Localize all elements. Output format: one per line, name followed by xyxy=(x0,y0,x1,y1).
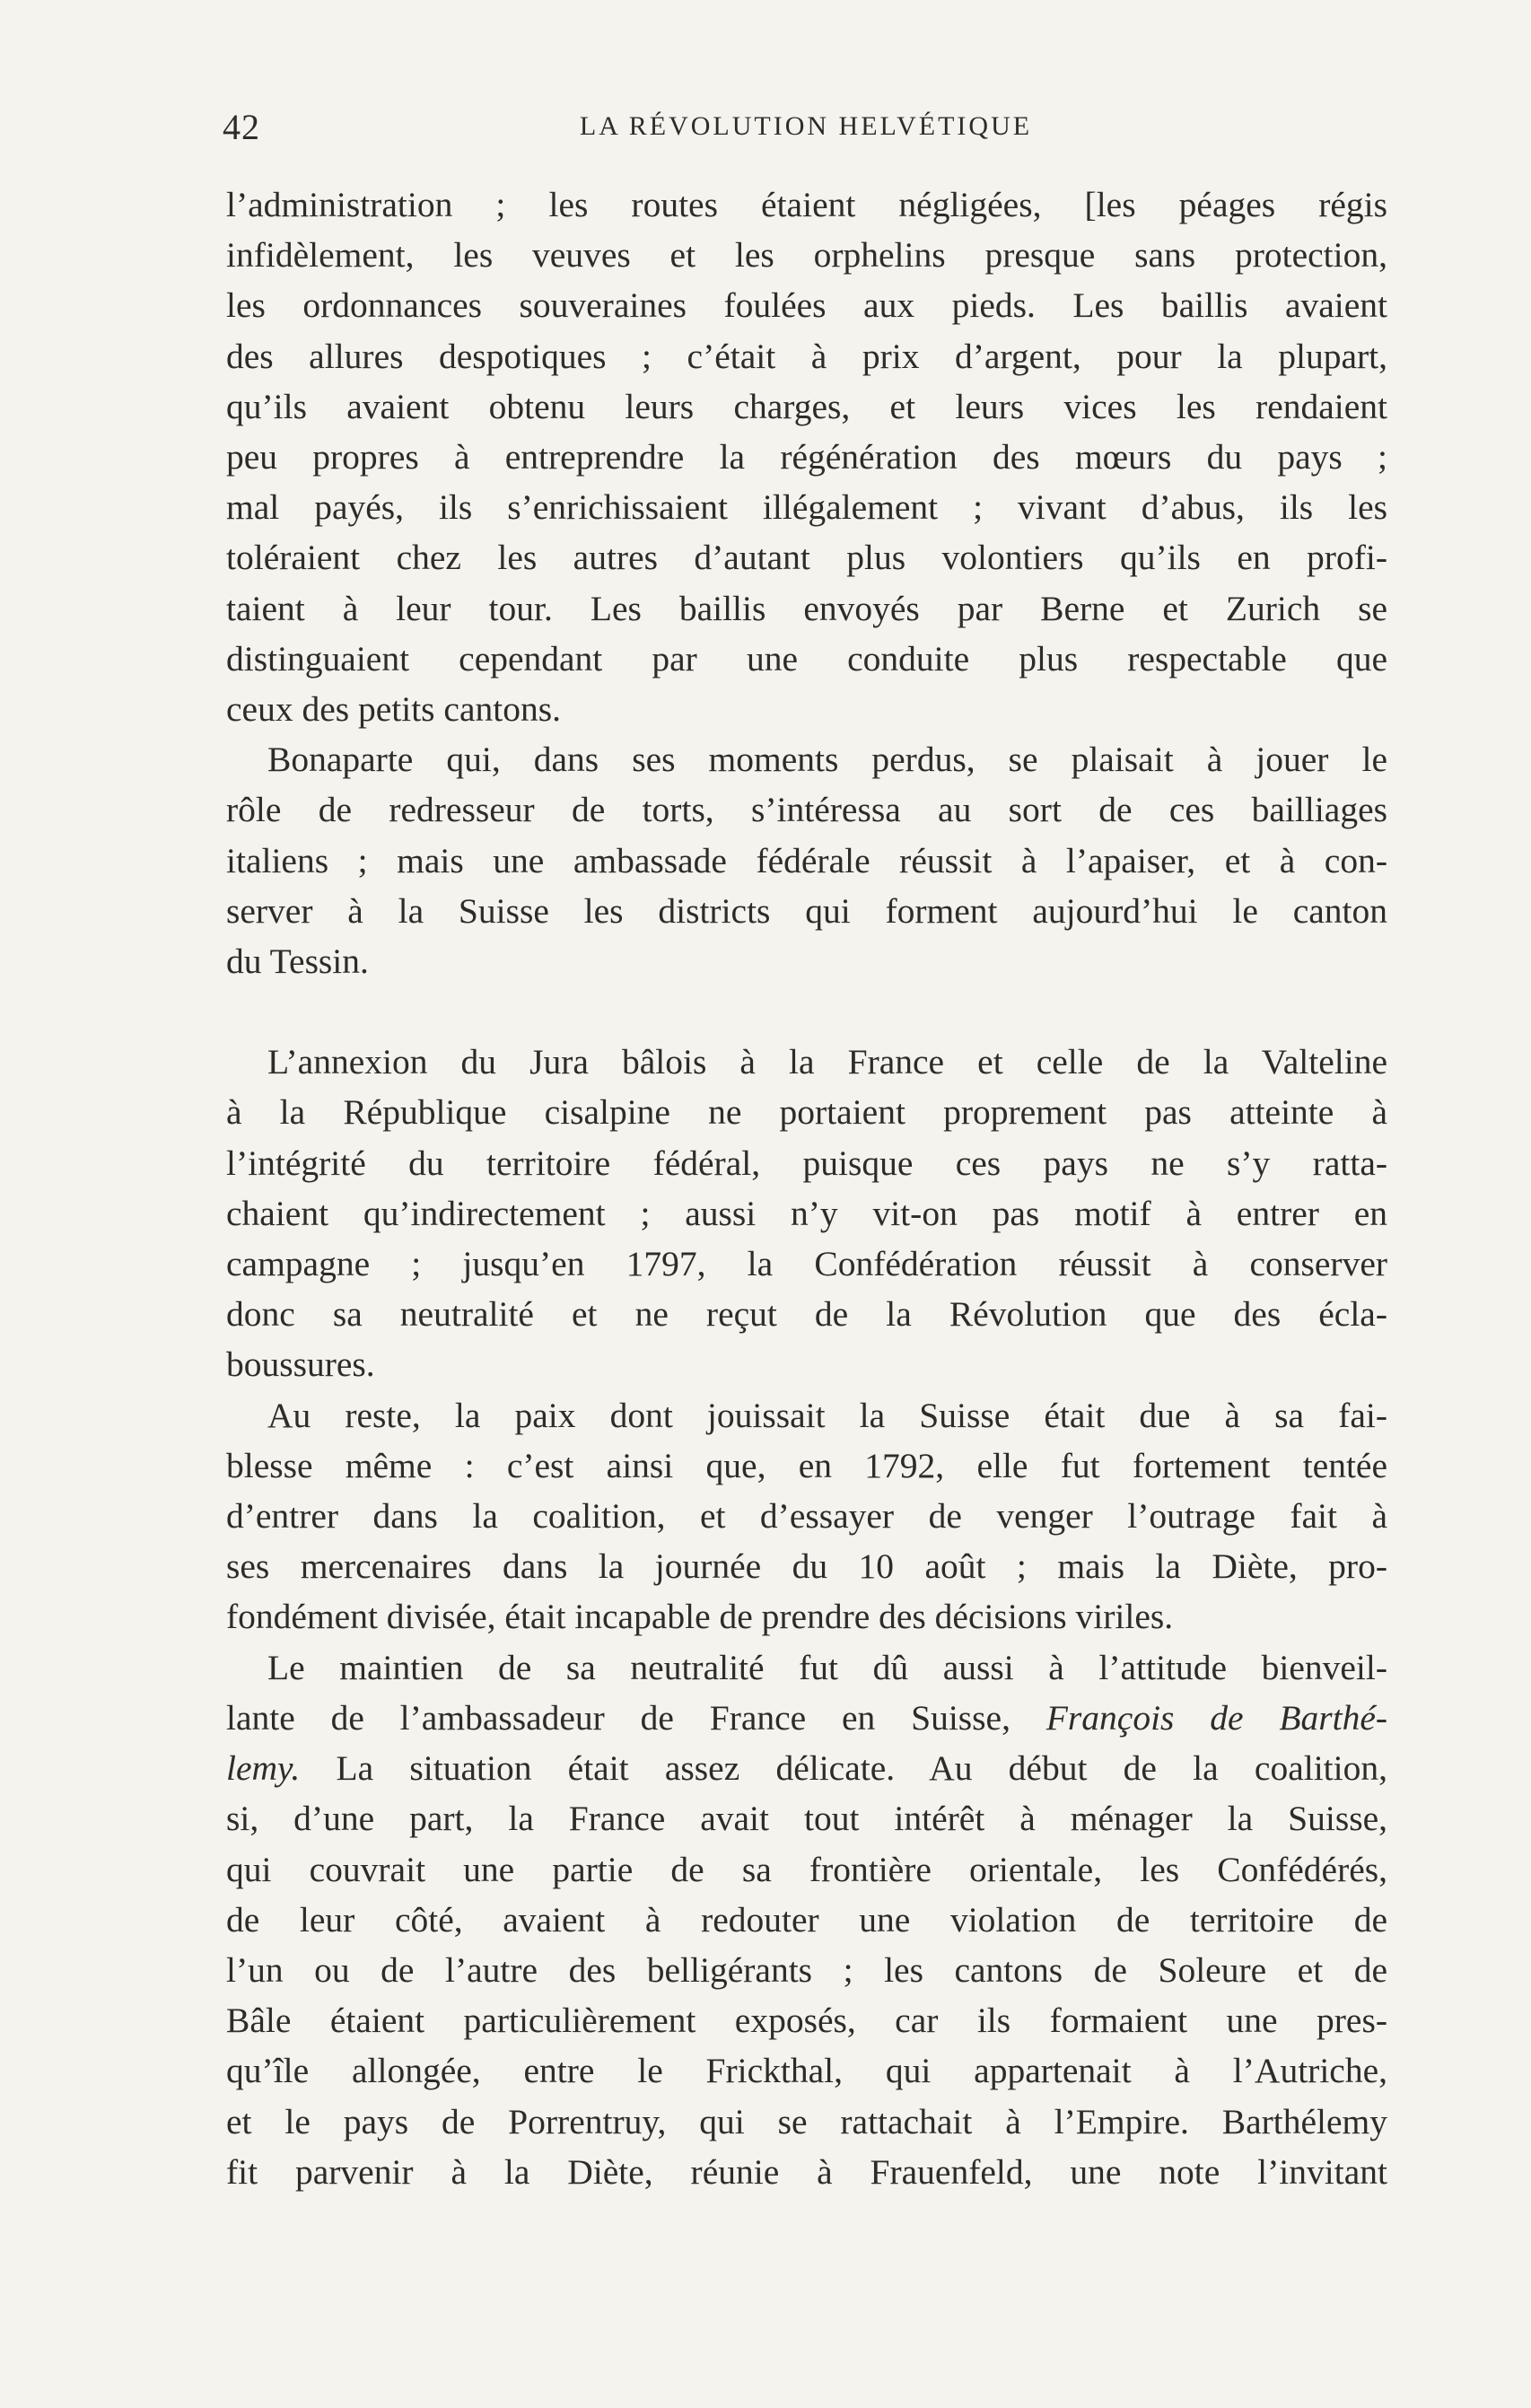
paragraph-2 xyxy=(226,734,1387,986)
page-number: 42 xyxy=(223,107,260,147)
text-line: blesse même : c’est ainsi que, en 1792, elle fut fortement tentée xyxy=(226,1445,1387,1485)
text-line: à la République cisalpine ne portaient proprement pas atteinte à xyxy=(226,1092,1387,1133)
text-line: les ordonnances souveraines foulées aux pieds. Les baillis avaient xyxy=(226,285,1387,326)
italic-name: François de Barthé- xyxy=(1045,1697,1388,1738)
text-line: et le pays de Porrentruy, qui se rattachait à l’Empire. Barthélemy xyxy=(226,2101,1387,2141)
text-line: L’annexion du Jura bâlois à la France et celle de la Valteline xyxy=(267,1042,1387,1082)
text-line: donc sa neutralité et ne reçut de la Révolution que des écla- xyxy=(226,1294,1387,1335)
paragraph-3 xyxy=(226,1037,1387,1389)
text-line: ses mercenaires dans la journée du 10 août ; mais la Diète, pro- xyxy=(226,1546,1387,1587)
text-line: taient à leur tour. Les baillis envoyés par Berne et Zurich se xyxy=(226,588,1387,628)
running-title: LA RÉVOLUTION HELVÉTIQUE xyxy=(579,111,1033,141)
text-line: mal payés, ils s’enrichissaient illégalement ; vivant d’abus, ils les xyxy=(226,487,1387,528)
text-line: Au reste, la paix dont jouissait la Suisse était due à sa fai- xyxy=(267,1395,1387,1435)
text-line: l’un ou de l’autre des belligérants ; les cantons de Soleure et de xyxy=(226,1949,1387,1990)
text-line: toléraient chez les autres d’autant plus volontiers qu’ils en profi- xyxy=(226,538,1387,578)
paragraph-5 xyxy=(226,1642,1387,2197)
text-line: qu’île allongée, entre le Frickthal, qui appartenait à l’Autriche, xyxy=(226,2051,1387,2091)
text-line: fit parvenir à la Diète, réunie à Frauenfeld, une note l’invitant xyxy=(226,2151,1387,2192)
running-head xyxy=(223,106,1389,160)
text-line: italiens ; mais une ambassade fédérale réussit à l’apaiser, et à con- xyxy=(226,840,1387,880)
text-line: qui couvrait une partie de sa frontière orientale, les Confédérés, xyxy=(226,1849,1387,1889)
text-span: lante de l’ambassadeur de France en Suisse, xyxy=(226,1697,1010,1738)
text-line: rôle de redresseur de torts, s’intéressa au sort de ces bailliages xyxy=(226,790,1387,830)
section-break xyxy=(226,986,1387,1037)
text-line xyxy=(226,1693,1387,1743)
text-line: des allures despotiques ; c’était à prix d’argent, pour la plupart, xyxy=(226,336,1387,376)
text-line: l’intégrité du territoire fédéral, puisque ces pays ne s’y ratta- xyxy=(226,1143,1387,1183)
text-line: qu’ils avaient obtenu leurs charges, et leurs vices les rendaient xyxy=(226,386,1387,426)
text-line: peu propres à entreprendre la régénération des mœurs du pays ; xyxy=(226,437,1387,477)
text-line: d’entrer dans la coalition, et d’essayer de venger l’outrage fait à xyxy=(226,1496,1387,1537)
text-line: fondément divisée, était incapable de prendre des décisions viriles. xyxy=(226,1597,1174,1637)
text-line: Le maintien de sa neutralité fut dû aussi à l’attitude bienveil- xyxy=(267,1647,1387,1687)
text-line: server à la Suisse les districts qui forment aujourd’hui le canton xyxy=(226,890,1387,931)
text-line: si, d’une part, la France avait tout intérêt à ménager la Suisse, xyxy=(226,1799,1387,1839)
paragraph-4 xyxy=(226,1390,1387,1642)
text-line: chaient qu’indirectement ; aussi n’y vit-on pas motif à entrer en xyxy=(226,1193,1387,1233)
text-line: campagne ; jusqu’en 1797, la Confédération réussit à conserver xyxy=(226,1244,1387,1284)
body-text xyxy=(226,180,1387,2197)
text-line: de leur côté, avaient à redouter une violation de territoire de xyxy=(226,1899,1387,1940)
text-line: Bâle étaient particulièrement exposés, car ils formaient une pres- xyxy=(226,2001,1387,2041)
paragraph-1 xyxy=(226,180,1387,734)
italic-name: lemy. xyxy=(226,1748,301,1789)
text-line xyxy=(226,1743,1387,1793)
text-line: Bonaparte qui, dans ses moments perdus, se plaisait à jouer le xyxy=(267,740,1387,780)
text-line: distinguaient cependant par une conduite plus respectable que xyxy=(226,638,1387,679)
text-line: ceux des petits cantons. xyxy=(226,689,561,730)
text-line: infidèlement, les veuves et les orphelins presque sans protection, xyxy=(226,235,1387,276)
text-line: du Tessin. xyxy=(226,941,369,982)
text-span: La situation était assez délicate. Au début de la coalition, xyxy=(336,1748,1387,1789)
text-line: l’administration ; les routes étaient négligées, [les péages régis xyxy=(226,185,1387,224)
text-line: boussures. xyxy=(226,1344,375,1385)
